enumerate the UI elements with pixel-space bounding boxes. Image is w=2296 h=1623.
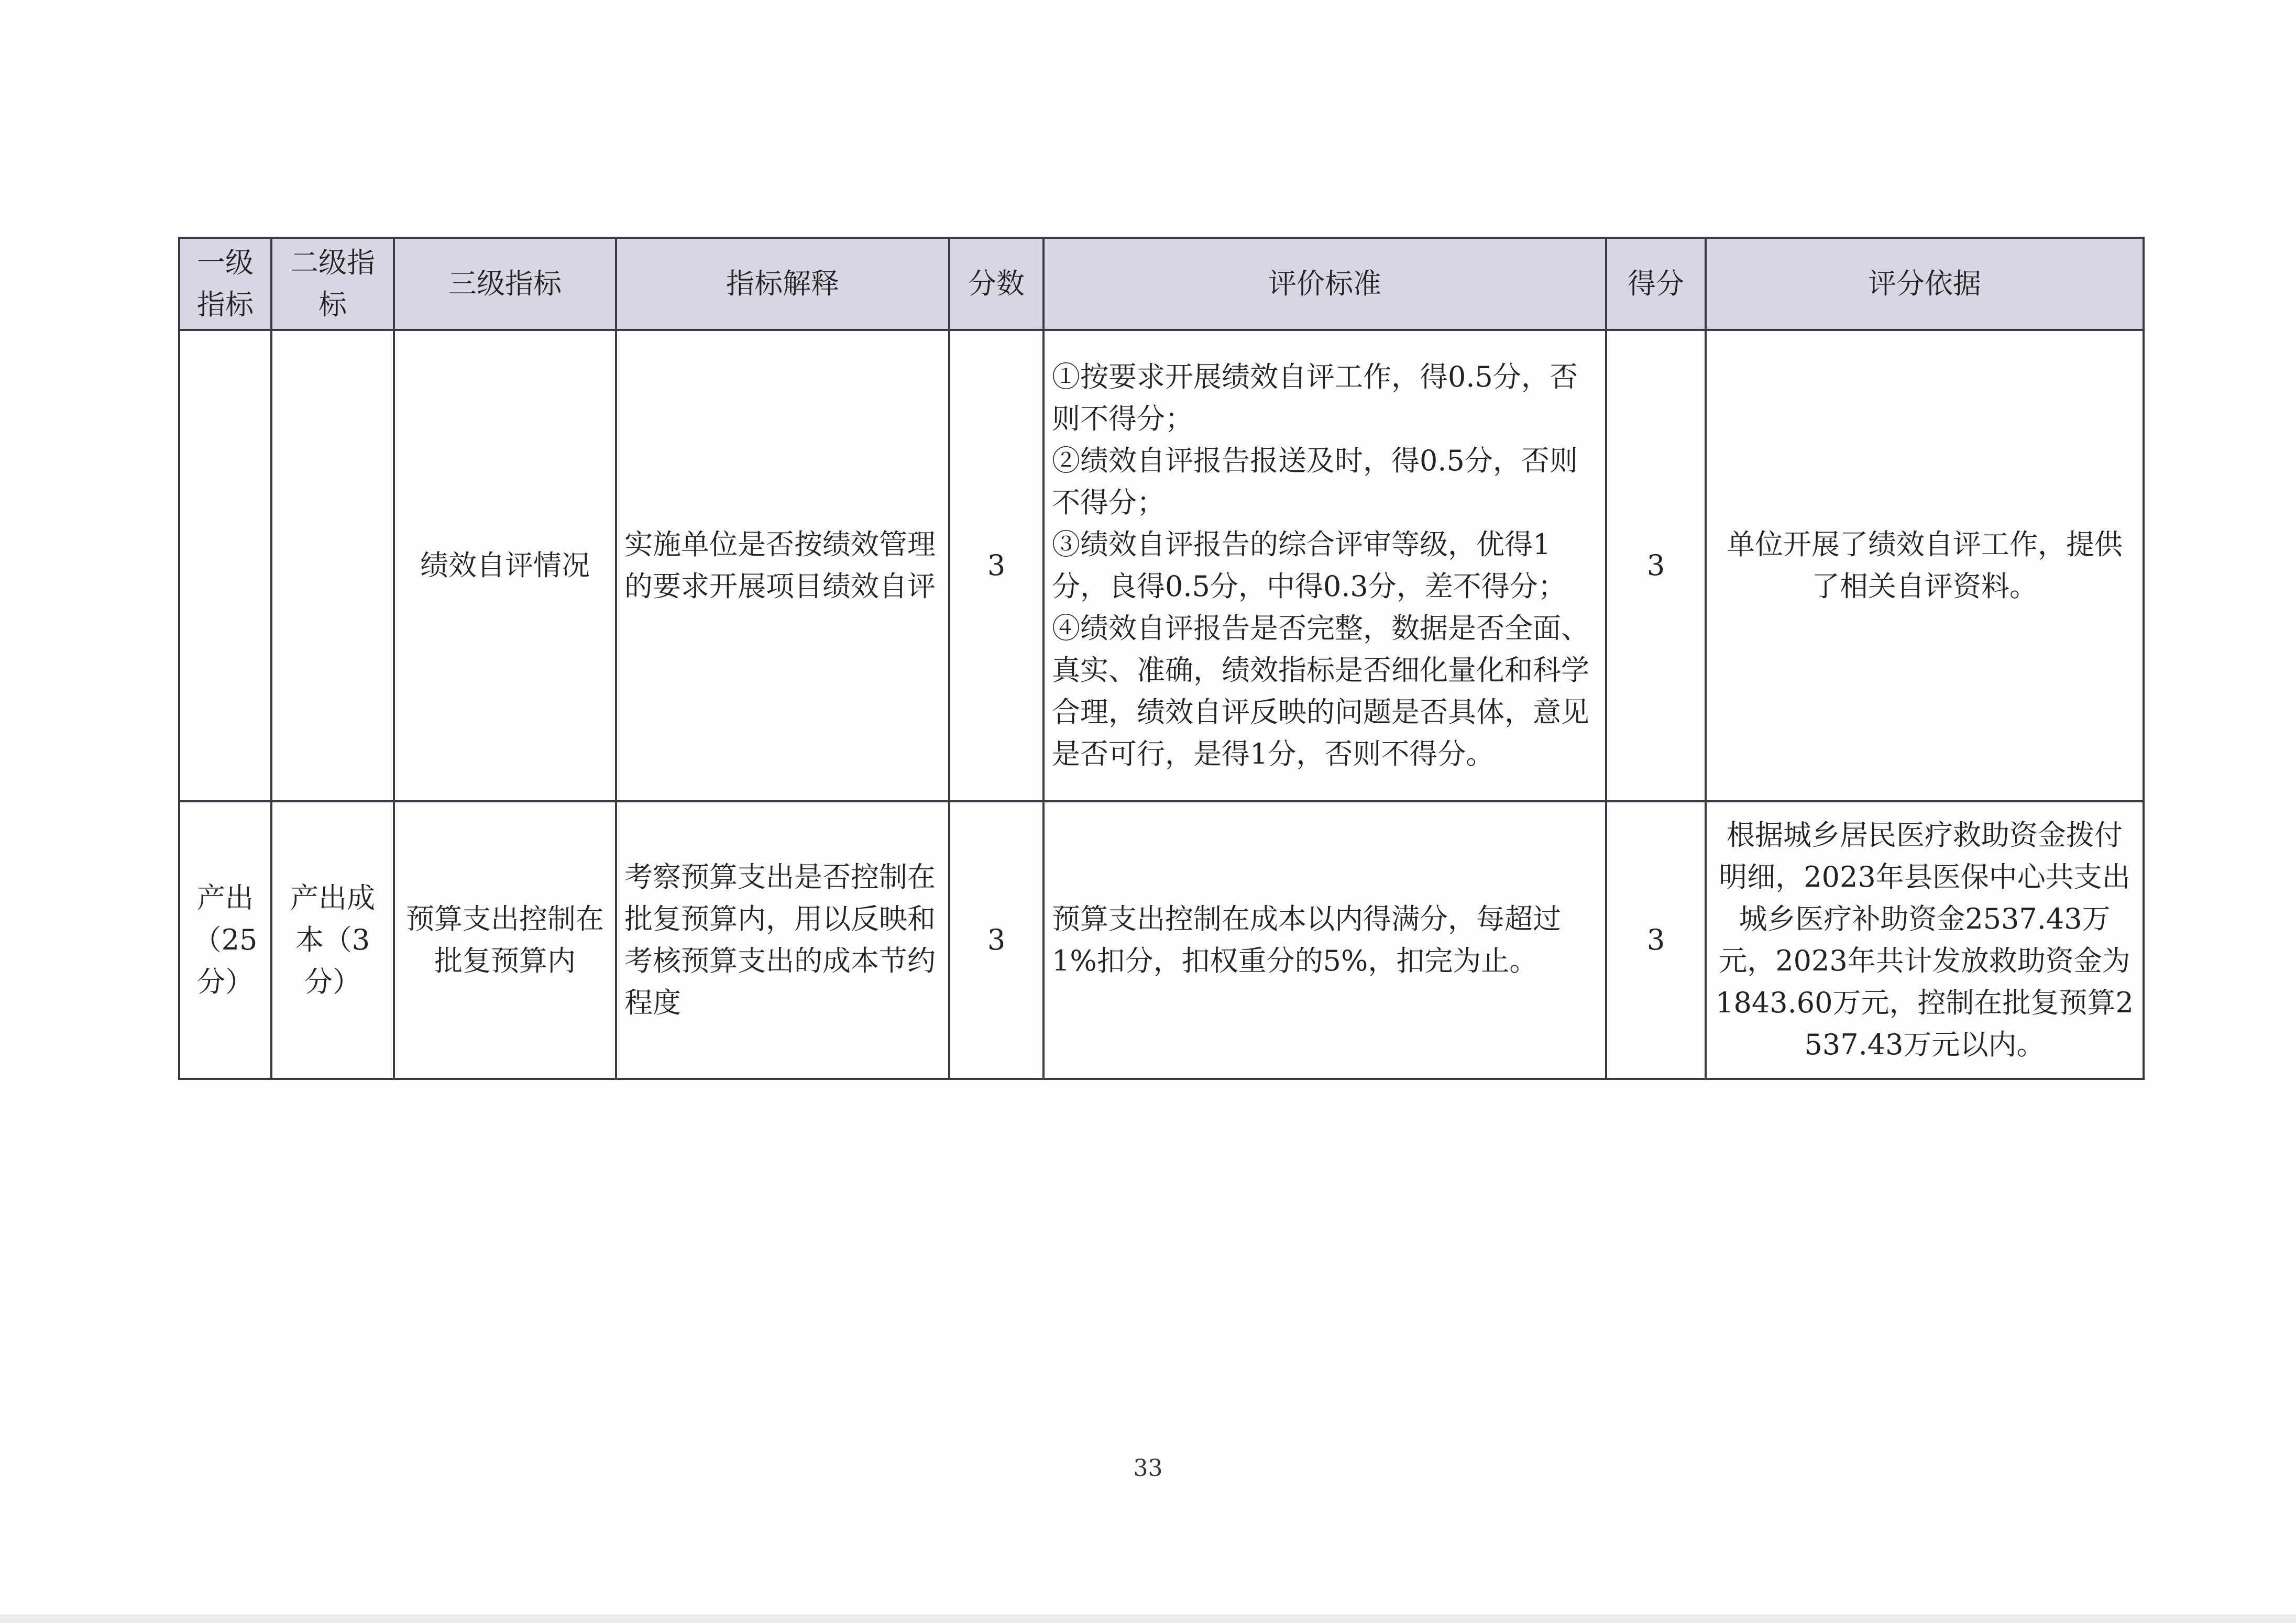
cell-obtained: 3 bbox=[1606, 801, 1706, 1079]
cell-level3: 预算支出控制在批复预算内 bbox=[394, 801, 616, 1079]
cell-score: 3 bbox=[949, 330, 1043, 801]
criteria-item: ①按要求开展绩效自评工作，得0.5分，否则不得分； bbox=[1052, 360, 1578, 436]
header-explanation: 指标解释 bbox=[616, 238, 949, 330]
header-obtained: 得分 bbox=[1606, 238, 1706, 330]
page-number: 33 bbox=[1133, 1455, 1163, 1482]
criteria-item: ②绩效自评报告报送及时，得0.5分，否则不得分； bbox=[1052, 444, 1578, 520]
cell-level2 bbox=[271, 330, 394, 801]
criteria-item: 预算支出控制在成本以内得满分，每超过1%扣分，扣权重分的5%，扣完为止。 bbox=[1052, 902, 1561, 977]
header-level2: 二级指标 bbox=[271, 238, 394, 330]
cell-explanation: 考察预算支出是否控制在批复预算内，用以反映和考核预算支出的成本节约程度 bbox=[616, 801, 949, 1079]
cell-explanation: 实施单位是否按绩效管理的要求开展项目绩效自评 bbox=[616, 330, 949, 801]
cell-obtained: 3 bbox=[1606, 330, 1706, 801]
table-row bbox=[179, 330, 2144, 801]
cell-basis: 单位开展了绩效自评工作，提供了相关自评资料。 bbox=[1706, 330, 2144, 801]
header-level1: 一级指标 bbox=[179, 238, 271, 330]
header-score: 分数 bbox=[949, 238, 1043, 330]
cell-criteria bbox=[1043, 330, 1606, 801]
header-level3: 三级指标 bbox=[394, 238, 616, 330]
cell-basis: 根据城乡居民医疗救助资金拨付明细，2023年县医保中心共支出城乡医疗补助资金2537.43万元，2023年共计发放救助资金为1843.60万元，控制在批复预算2537.43万元以内。 bbox=[1706, 801, 2144, 1079]
criteria-item: ③绩效自评报告的综合评审等级，优得1分，良得0.5分，中得0.3分，差不得分； bbox=[1052, 528, 1566, 603]
header-basis: 评分依据 bbox=[1706, 238, 2144, 330]
cell-score: 3 bbox=[949, 801, 1043, 1079]
evaluation-table bbox=[178, 237, 2145, 1080]
cell-criteria bbox=[1043, 801, 1606, 1079]
table-header-row bbox=[179, 238, 2144, 330]
scan-edge bbox=[0, 1615, 2296, 1623]
cell-level1 bbox=[179, 330, 271, 801]
header-criteria: 评价标准 bbox=[1043, 238, 1606, 330]
criteria-item: ④绩效自评报告是否完整，数据是否全面、真实、准确，绩效指标是否细化量化和科学合理，绩效自评反映的问题是否具体，意见是否可行，是得1分，否则不得分。 bbox=[1052, 611, 1589, 770]
cell-level1: 产出（25分） bbox=[179, 801, 271, 1079]
table-row bbox=[179, 801, 2144, 1079]
cell-level2: 产出成本（3分） bbox=[271, 801, 394, 1079]
cell-level3: 绩效自评情况 bbox=[394, 330, 616, 801]
